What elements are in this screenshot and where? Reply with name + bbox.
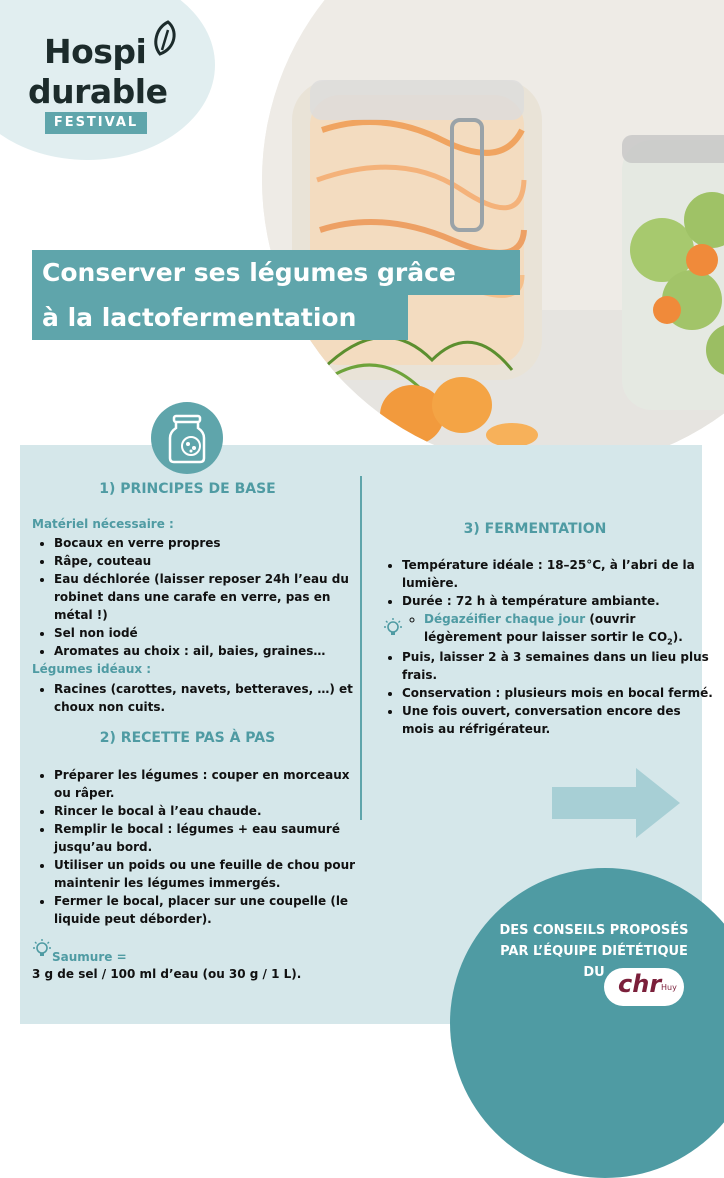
list-item: • Utiliser un poids ou une feuille de chou pour maintenir les légumes immergés.	[54, 856, 364, 892]
list-item: • Température idéale : 18–25°C, à l’abri de la lumière.	[402, 556, 716, 592]
title-line-1: Conserver ses légumes grâce	[32, 250, 520, 295]
section3-heading: 3) FERMENTATION	[463, 521, 607, 537]
advice-line-3: DU	[583, 965, 605, 980]
advice-line-1: DES CONSEILS PROPOSÉS	[499, 923, 689, 938]
list-item: • Conservation : plusieurs mois en bocal fermé.	[402, 684, 716, 702]
jars-photo	[262, 0, 724, 470]
tip-rest: (ouvrir légèrement pour laisser sortir le CO	[424, 612, 668, 644]
brine-text: 3 g de sel / 100 ml d’eau (ou 30 g / 1 L).	[32, 967, 302, 981]
brine-label: Saumure =	[52, 950, 127, 964]
list-item: • Remplir le bocal : légumes + eau saumuré jusqu’au bord.	[54, 820, 364, 856]
fermentation-tip	[402, 610, 714, 651]
tip-highlight: Dégazéifier chaque jour	[424, 612, 586, 626]
list-item: • Aromates au choix : ail, baies, graines…	[54, 642, 354, 660]
lightbulb-icon	[383, 617, 403, 639]
column-divider	[360, 476, 362, 820]
logo-durable-text: durable	[28, 72, 168, 111]
arrow-right-icon	[552, 768, 680, 838]
title-line-2: à la lactofermentation	[32, 295, 408, 340]
jar-icon	[151, 402, 223, 474]
chr-logo-subtext: Huy	[661, 983, 677, 992]
list-item: • Durée : 72 h à température ambiante.	[402, 592, 716, 610]
logo-festival-badge: FESTIVAL	[45, 112, 147, 134]
list-item: • Râpe, couteau	[54, 552, 354, 570]
steps-list	[32, 766, 364, 928]
advice-line-2: PAR L’ÉQUIPE DIÉTÉTIQUE	[500, 944, 688, 959]
materials-list	[32, 534, 354, 660]
leaf-icon	[148, 20, 178, 64]
list-item: • Sel non iodé	[54, 624, 354, 642]
chr-logo-text: chr	[618, 970, 662, 998]
veg-list	[32, 680, 354, 716]
fermentation-list-a	[380, 556, 716, 610]
tip-sub: 2	[667, 637, 673, 647]
fermentation-list-b	[380, 648, 716, 738]
list-item: • Eau déchlorée (laisser reposer 24h l’eau du robinet dans une carafe en verre, pas en métal !)	[54, 570, 354, 624]
list-item	[424, 610, 714, 651]
lightbulb-icon	[32, 938, 52, 960]
section2-heading: 2) RECETTE PAS À PAS	[99, 730, 276, 746]
list-item: • Puis, laisser 2 à 3 semaines dans un lieu plus frais.	[402, 648, 716, 684]
page-title	[32, 250, 520, 340]
tip-end: ).	[672, 630, 683, 644]
list-item: • Fermer le bocal, placer sur une coupelle (le liquide peut déborder).	[54, 892, 364, 928]
list-item: • Rincer le bocal à l’eau chaude.	[54, 802, 364, 820]
materials-label: Matériel nécessaire :	[32, 517, 174, 531]
logo-hospi-text: Hospi	[44, 32, 147, 71]
veg-label: Légumes idéaux :	[32, 662, 152, 676]
list-item: • Une fois ouvert, conversation encore des mois au réfrigérateur.	[402, 702, 716, 738]
list-item: • Racines (carottes, navets, betteraves, …) et choux non cuits.	[54, 680, 354, 716]
list-item: • Bocaux en verre propres	[54, 534, 354, 552]
section1-heading: 1) PRINCIPES DE BASE	[99, 481, 276, 497]
list-item: • Préparer les légumes : couper en morceaux ou râper.	[54, 766, 364, 802]
